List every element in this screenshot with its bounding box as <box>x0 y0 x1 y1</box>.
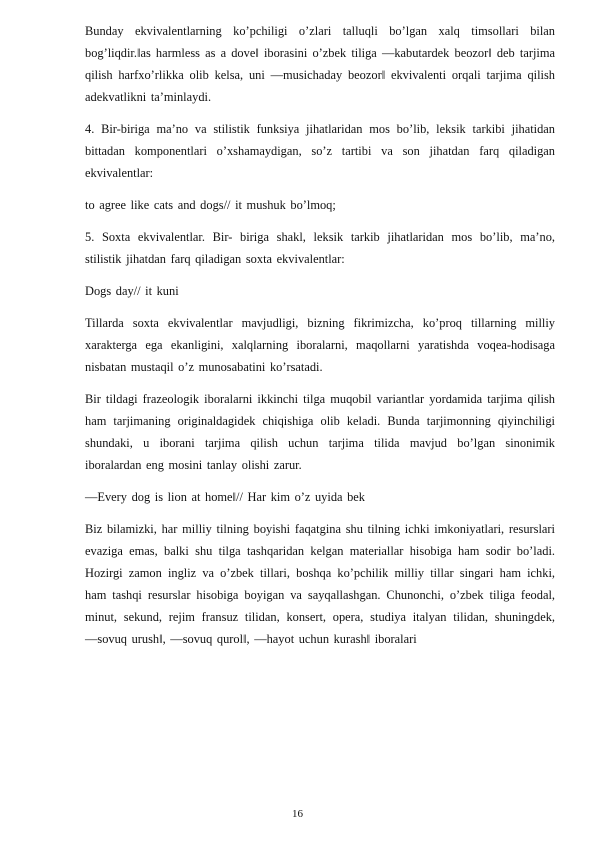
example-line-every-dog: ―Every dog is lion at home‖// Har kim o’z uyida bek <box>85 490 366 504</box>
paragraph-false-equivalents: Tillarda soxta ekvivalentlar mavjudligi, bizning fikrimizcha, ko’proq tillarning milliy xarakterga ega ekanligini, xalqlarning iboralarni, maqollarni yaratishda voqea-hodisaga nisbatan mustaqil o’z munosabatini ko’rsatadi. <box>85 316 555 374</box>
example-line-dogs-day: Dogs day// it kuni <box>85 284 179 298</box>
paragraph-translation-variants: Bir tildagi frazeologik iboralarni ikkinchi tilga muqobil variantlar yordamida tarjima qilish ham tarjimaning originaldagidek chiqishiga olib keladi. Bunda tarjimonning qiyinchiligi shundaki, u iborani tarjima qilish uchun tarjima tilida mavjud bo’lgan sinonimik iboralardan eng mosini tanlay olishi zarur. <box>85 392 555 472</box>
paragraph-equivalents-intro: Bunday ekvivalentlarning ko’pchiligi o’zlari talluqli bo’lgan xalq timsollari bilan bog’liqdir.‖as harmless as a dove‖ iborasini o’zbek tiliga ―kabutardek beozor‖ deb tarjima qilish harfxo’rlikka olib kelsa, uni ―musichaday beozor‖ ekvivalenti orqali tarjima qilish adekvatlikni ta’minlaydi. <box>85 24 555 104</box>
document-body <box>85 20 555 660</box>
paragraph-item-4: 4. Bir-biriga ma’no va stilistik funksiya jihatlaridan mos bo’lib, leksik tarkibi jihatidan bittadan komponentlari o’xshamaydigan, so’z tartibi va son jihatdan farq qiladigan ekvivalentlar: <box>85 122 555 180</box>
page-number: 16 <box>292 808 303 820</box>
paragraph-language-enrichment: Biz bilamizki, har milliy tilning boyishi faqatgina shu tilning ichki imkoniyatlari, resurslari evaziga emas, balki shu tilga tashqaridan kelgan materiallar hisobiga ham sodir bo’ladi. Hozirgi zamon ingliz va o’zbek tillari, boshqa ko’pchilik milliy tillar singari ham ichki, ham tashqi resurslar hisobiga boyigan va sayqallashgan. Chunonchi, o’zbek tiliga feodal, minut, sekund, rejim fransuz tilidan, konsert, opera, studiya italyan tilidan, shuningdek, ―sovuq urush‖, ―sovuq qurol‖, ―hayot uchun kurash‖ iboralari <box>85 522 555 646</box>
example-line-cats-dogs: to agree like cats and dogs// it mushuk bo’lmoq; <box>85 198 336 212</box>
paragraph-item-5: 5. Soxta ekvivalentlar. Bir- biriga shakl, leksik tarkib jihatlaridan mos bo’lib, ma’no, stilistik jihatdan farq qiladigan soxta ekvivalentlar: <box>85 230 555 266</box>
